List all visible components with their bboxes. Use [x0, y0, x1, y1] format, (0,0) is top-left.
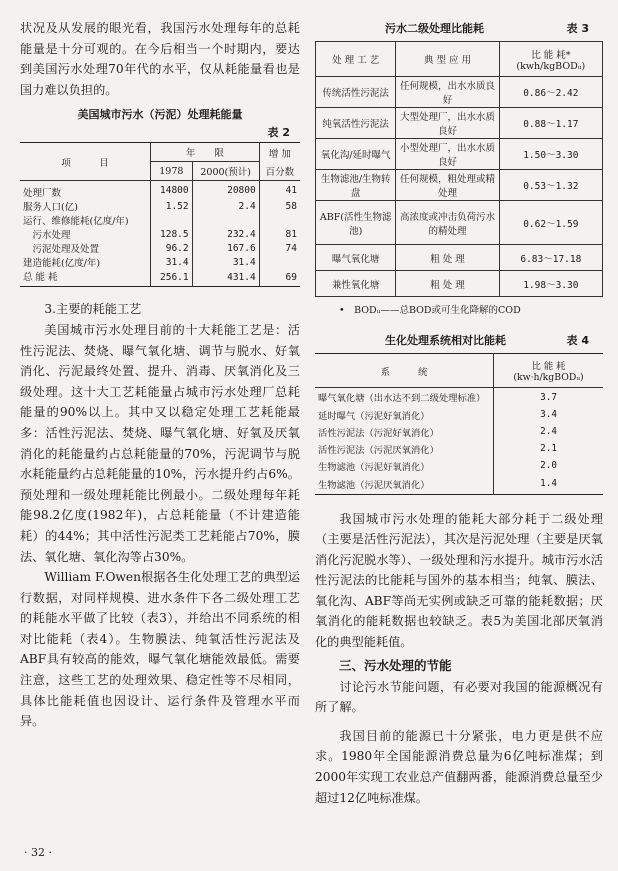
paragraph-owen: William F.Owen根据各生化处理工艺的典型运行数据，对同样规模、进水条件下各二级处理工艺的耗能水平做了比较（表3），并给出不同系统的相对比能耗（表4）。生物膜法、纯氧活性污泥法及ABF具有较高的能效，曝气氧化塘能效最低。需要注意，这些工艺的处理效果、稳定性等不尽相同，具体比能耗值也因设计、运行条件及管理水平而异。	[20, 570, 300, 729]
table2-head-increase: 增 加	[259, 143, 300, 162]
table2-head-1978: 1978	[151, 162, 192, 181]
table2-label: 表 2	[267, 126, 290, 140]
table3-footnote: • BODᵤ——总BOD或可生化降解的COD	[339, 305, 521, 316]
page-number: · 32 ·	[24, 846, 52, 859]
table-row: 服务人口(亿) 1.52 2.4 58	[20, 199, 300, 213]
table2-title: 美国城市污水（污泥）处理耗能量	[77, 108, 243, 122]
section3-heading: 3.主要的耗能工艺	[44, 302, 142, 317]
table-row: 建造能耗(亿度/年) 31.4 31.4	[20, 255, 300, 269]
table4	[315, 353, 603, 495]
table-row: 处理厂数 14800 20800 41	[20, 181, 300, 200]
table2-head-year: 年 限	[151, 143, 260, 162]
left-column	[20, 0, 300, 732]
table-row: 污泥处理及处置 96.2 167.6 74	[20, 241, 300, 255]
table-row: 延时曝气（污泥好氧消化） 3.4	[315, 406, 603, 423]
table2-head-item: 项 目	[20, 143, 151, 181]
table4-head-energy: 比 能 耗 (kw·h/kgBODᵤ)	[494, 354, 603, 388]
table2	[20, 142, 300, 287]
paragraph-energy-status: 我国目前的能源已十分紧张，电力更是供不应求。1980年全国能源消费总量为6亿吨标准煤；到2000年实现工农业总产值翻两番，能源消费总量至少超过12亿吨标准煤。	[315, 728, 603, 805]
table-row: 污水处理 128.5 232.4 81	[20, 227, 300, 241]
table-row: 曝气氧化塘（出水达不到二级处理标准） 3.7	[315, 388, 603, 407]
paragraph-china-energy: 我国城市污水处理的能耗大部分耗于二级处理（主要是活性污泥法），其次是污泥处理（主要是厌氧消化污泥脱水等）、一级处理和污水提升。城市污水活性污泥法的比能耗与国外的基本相当；纯氧、膜法、氧化沟、ABF等尚无实例或缺乏可靠的能耗数据；厌氧消化的能耗数据也较缺乏。表5为美国北部厌氧消化的典型能耗值。	[315, 511, 603, 650]
table-row: 曝气氧化塘 粗 处 理 6.83～17.18	[316, 245, 603, 271]
table3-title: 污水二级处理比能耗	[385, 22, 484, 35]
table4-label: 表 4	[566, 334, 589, 347]
table-row: 纯氧活性污泥法 大型处理厂，出水水质良好 0.88～1.17	[316, 108, 603, 139]
table3-caption	[315, 20, 603, 36]
table4-title: 生化处理系统相对比能耗	[385, 334, 506, 347]
table-row: 运行、维修能耗(亿度/年)	[20, 213, 300, 227]
section-heading: 三、污水处理的节能	[339, 657, 452, 673]
table-row: 生物滤池（污泥好氧消化） 2.0	[315, 457, 603, 474]
table-row: 传统活性污泥法 任何规模，出水水质良好 0.86～2.42	[316, 77, 603, 108]
table3-head-application: 典 型 应 用	[396, 42, 499, 77]
table-row: 生物滤池（污泥厌氧消化） 1.4	[315, 474, 603, 494]
right-column	[315, 0, 603, 808]
paragraph-energy-processes: 美国城市污水处理目前的十大耗能工艺是：活性污泥法、焚烧、曝气氧化塘、调节与脱水、好氧消化、污泥最终处置、提升、消毒、厌氧消化及三级处理。这十大工艺耗能量占城市污水处理厂总耗能量的90%以上。其中又以稳定处理工艺耗能最多：活性污泥法、焚烧、曝气氧化塘、好氧及厌氧消化的耗能量约占总耗能量的70%，污泥调节与脱水耗能量约占总耗能量的10%，污水提升约占6%。预处理和一级处理耗能比例最小。二级处理每年耗能98.2亿度(1982年)，占总耗能量（不计建造能耗）的44%；其中活性污泥类工艺耗能占70%，膜法、氧化塘、氧化沟等占30%。	[20, 322, 300, 564]
table2-head-percent: 百分数	[259, 162, 300, 181]
table4-caption	[315, 332, 603, 348]
paragraph-discussion: 讨论污水节能问题，有必要对我国的能源概况有所了解。	[315, 679, 603, 715]
table-row: 活性污泥法（污泥好氧消化） 2.4	[315, 423, 603, 440]
table-row: ABF(活性生物滤池) 高浓度或冲击负荷污水的精处理 0.62～1.59	[316, 201, 603, 245]
table2-head-2000: 2000(预计)	[192, 162, 259, 181]
table3-label: 表 3	[566, 22, 589, 35]
table-row: 生物滤池/生物转盘 任何规模，粗处理或精处理 0.53～1.32	[316, 170, 603, 201]
table4-head-system: 系 统	[380, 366, 428, 378]
table3	[315, 41, 603, 297]
table-row: 总 能 耗 256.1 431.4 69	[20, 269, 300, 287]
table3-head-process: 处 理 工 艺	[316, 42, 396, 77]
table-row: 兼性氧化塘 粗 处 理 1.98～3.30	[316, 271, 603, 297]
table-row: 活性污泥法（污泥厌氧消化） 2.1	[315, 440, 603, 457]
intro-paragraph: 状况及从发展的眼光看，我国污水处理每年的总耗能量是十分可观的。在今后相当一个时期内，要达到美国污水处理70年代的水平，仅从耗能量看也是国力难以负担的。	[20, 21, 300, 97]
table-row: 氧化沟/延时曝气 小型处理厂，出水水质良好 1.50～3.30	[316, 139, 603, 170]
table3-head-energy: 比 能 耗* (kwh/kgBODᵤ)	[499, 42, 602, 77]
